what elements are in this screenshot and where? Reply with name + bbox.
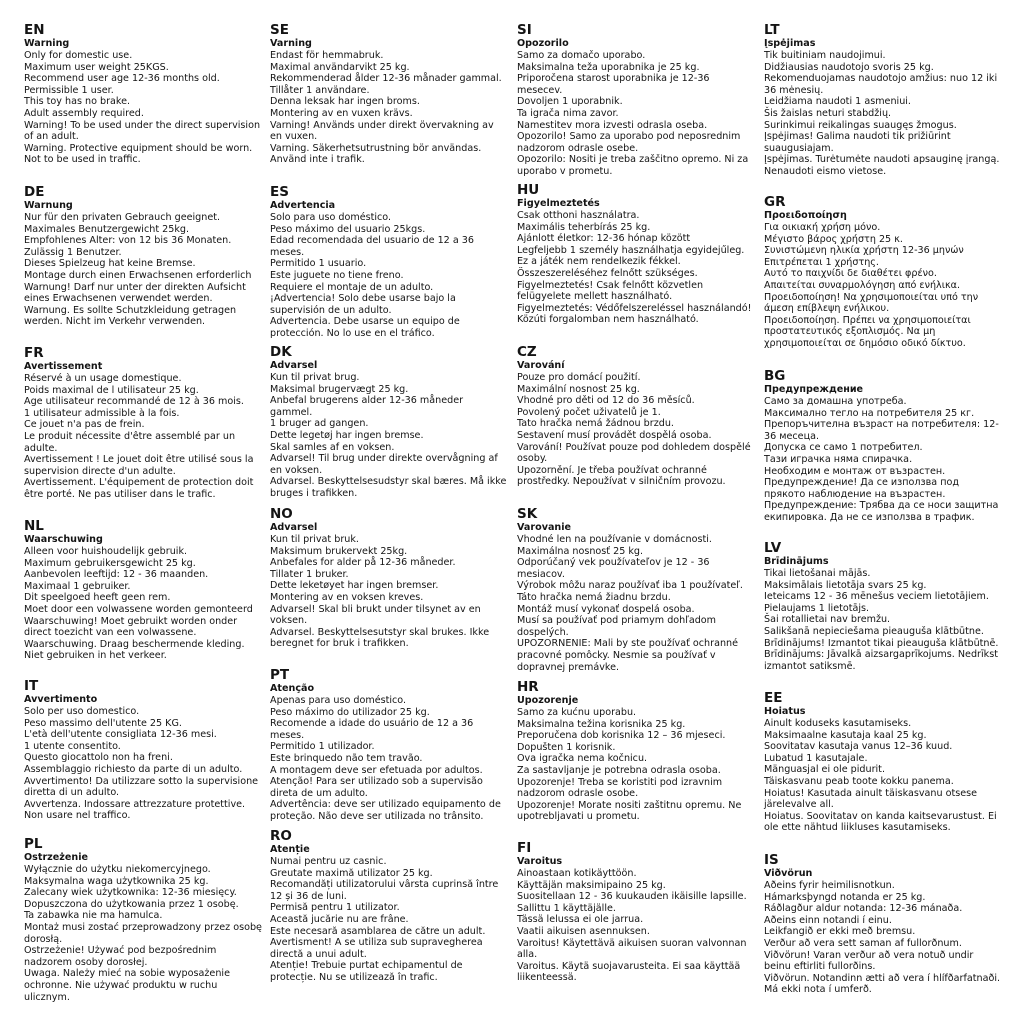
language-code: IT: [24, 678, 39, 694]
warning-line: Препоръчителна възраст на потребителя: 12-36 месеца.: [764, 419, 999, 442]
warning-line: Vhodné pro děti od 12 do 36 měsíců.: [517, 395, 695, 407]
warning-line: Musí sa používať pod priamym dohľadom dospelých.: [517, 615, 717, 638]
warning-title: Varování: [517, 360, 565, 371]
warning-line: Empfohlenes Alter: von 12 bis 36 Monaten.: [24, 235, 232, 247]
warning-line: Le produit nécessite d'être assemblé par un adulte.: [24, 430, 236, 454]
warning-line: Maximum user weight 25KGS.: [24, 61, 169, 73]
warning-block-it: [24, 679, 262, 822]
warning-line: Anbefales for alder på 12-36 måneder.: [270, 557, 456, 569]
warning-line: Hámarksþyngd notanda er 25 kg.: [764, 891, 926, 903]
warning-block-pl: [24, 837, 262, 1003]
warning-title: Brīdinājums: [764, 556, 829, 567]
warning-line: Advertência: deve ser utilizado equipamento de proteção. Não deve ser utilizada no trânsito.: [270, 799, 501, 822]
warning-line: Įspėjimas. Turėtumėte naudoti apsauginę įrangą. Nenaudoti eismo vietose.: [764, 154, 1000, 177]
warning-line: Waarschuwing! Moet gebruikt worden onder direct toezicht van een volwassene.: [24, 615, 238, 639]
warning-title: Advarsel: [270, 522, 318, 533]
warning-line: Ta zabawka nie ma hamulca.: [24, 910, 163, 922]
language-code: LV: [764, 540, 782, 556]
warning-line: Suositellaan 12 - 36 kuukauden ikäisille lapsille.: [517, 891, 747, 903]
warning-line: Συνιστώμενη ηλικία χρήστη 12-36 μηνών: [764, 245, 964, 257]
warning-line: Waarschuwing. Draag beschermende kleding. Niet gebruiken in het verkeer.: [24, 638, 245, 662]
warning-line: Ainoastaan kotikäyttöön.: [517, 868, 637, 879]
language-code: HU: [517, 182, 540, 198]
warning-line: Warnung. Es sollte Schutzkleidung getragen werden. Nicht im Verkehr verwenden.: [24, 304, 237, 328]
warning-line: This toy has no brake.: [24, 96, 131, 108]
warning-line: Greutate maximă utilizator 25 kg.: [270, 867, 433, 879]
warning-line: Upozornění. Je třeba používat ochranné prostředky. Nepoužívat v silničním provozu.: [517, 464, 726, 488]
warning-line: Didžiausias naudotojo svoris 25 kg.: [764, 61, 934, 73]
warning-line: Atenție! Trebuie purtat echipamentul de protecție. Nu se utilizează în trafic.: [270, 960, 463, 983]
warning-title: Ostrzeżenie: [24, 852, 88, 863]
warning-block-se: [270, 23, 508, 166]
warning-line: Μέγιστο βάρος χρήστη 25 κ.: [764, 233, 903, 245]
warning-line: Permisă pentru 1 utilizator.: [270, 902, 400, 914]
warning-line: Legfeljebb 1 személy használhatja egyidejűleg.: [517, 244, 745, 256]
warning-title: Įspėjimas: [764, 38, 816, 49]
warning-line: Maximales Benutzergewicht 25kg.: [24, 223, 190, 235]
warning-line: Peso máximo del usuario 25kgs.: [270, 223, 426, 235]
warning-line: Aðeins fyrir heimilisnotkun.: [764, 880, 895, 891]
language-code: NL: [24, 518, 44, 534]
warning-block-si: [517, 23, 755, 178]
warning-line: Maximálna nosnosť 25 kg.: [517, 545, 644, 557]
warning-block-lt: [764, 23, 1002, 178]
language-code: EN: [24, 22, 45, 38]
warning-line: Lubatud 1 kasutajale.: [764, 752, 868, 764]
warning-line: Această jucărie nu are frâne.: [270, 913, 409, 925]
warning-line: Šai rotallietai nav bremžu.: [764, 614, 891, 626]
warning-line: Viðvörun! Varan verður að vera notuð undir beinu eftirliti fullorðins.: [764, 949, 974, 973]
language-code: DK: [270, 344, 292, 360]
warning-line: Maksimalna teža uporabnika je 25 kg.: [517, 61, 700, 73]
warning-line: Surinkimui reikalingas suaugęs žmogus.: [764, 119, 957, 131]
warning-line: Montaż musi zostać przeprowadzony przez osobę dorosłą.: [24, 921, 262, 945]
warning-line: Varoitus! Käytettävä aikuisen suoran valvonnan alla.: [517, 937, 747, 961]
warning-title: Atenție: [270, 844, 310, 855]
warning-line: Dovoljen 1 uporabnik.: [517, 96, 623, 108]
warning-line: Csak otthoni használatra.: [517, 210, 640, 221]
warning-line: Предупреждение! Да се използва под прякото наблюдение на възрастен.: [764, 477, 959, 500]
warning-line: L'età dell'utente consigliata 12-36 mesi.: [24, 729, 217, 741]
warning-title: Warnung: [24, 200, 73, 211]
warning-line: UPOZORNENIE: Mali by ste používať ochranné pracovné pomôcky. Nesmie sa používať v dopravnej premávke.: [517, 638, 739, 673]
warning-line: ¡Advertencia! Solo debe usarse bajo la supervisión de un adulto.: [270, 293, 456, 316]
warning-block-en: [24, 23, 262, 166]
warning-line: Advarsel! Skal bli brukt under tilsynet av en voksen.: [270, 603, 481, 627]
warning-line: Ieteicams 12 - 36 mēnešus veciem lietotājiem.: [764, 591, 989, 603]
warning-title: Waarschuwing: [24, 534, 103, 545]
warning-line: Este juguete no tiene freno.: [270, 269, 404, 281]
warning-line: Använd inte i trafik.: [270, 154, 365, 166]
warning-line: Salikšanā nepieciešama pieauguša klātbūtne.: [764, 625, 984, 637]
warning-line: Maksimal brugervægt 25 kg.: [270, 383, 409, 395]
warning-line: Maksymalna waga użytkownika 25 kg.: [24, 875, 209, 887]
warning-line: Uwaga. Należy mieć na sobie wyposażenie ochronne. Nie używać produktu w ruchu ulicznym.: [24, 968, 230, 1003]
warning-line: 1 bruger ad gangen.: [270, 418, 369, 430]
warning-line: Ainult koduseks kasutamiseks.: [764, 718, 912, 729]
warning-title: Warning: [24, 38, 70, 49]
warning-line: Pouze pro domácí použití.: [517, 372, 641, 383]
warning-line: Maksimum brukervekt 25kg.: [270, 545, 408, 557]
warning-line: Ostrzeżenie! Używać pod bezpośrednim nadzorem osoby dorosłej.: [24, 945, 217, 968]
warning-line: Permitido 1 utilizador.: [270, 741, 375, 753]
warning-line: Rekommenderad ålder 12-36 månader gammal.: [270, 73, 502, 85]
warning-title: Advertencia: [270, 200, 336, 211]
language-code: FR: [24, 345, 44, 361]
warning-line: Endast för hemmabruk.: [270, 50, 384, 61]
warning-line: Rekomenduojamas naudotojo amžius: nuo 12 iki 36 mėnesių.: [764, 73, 998, 96]
warning-line: Solo per uso domestico.: [24, 706, 140, 717]
warning-title: Atenção: [270, 683, 315, 694]
warning-line: Apenas para uso doméstico.: [270, 695, 407, 706]
language-code: SK: [517, 506, 538, 522]
warning-line: Montering av en vuxen krävs.: [270, 107, 413, 119]
warning-line: Advarsel. Beskyttelsesutstyr skal brukes. Ikke beregnet for bruk i trafikken.: [270, 626, 490, 650]
warning-line: Aanbevolen leeftijd: 12 - 36 maanden.: [24, 569, 209, 581]
warning-line: Recommend user age 12-36 months old.: [24, 73, 220, 85]
warning-line: Questo giocattolo non ha freni.: [24, 752, 173, 764]
warning-line: Предупреждение: Трябва да се носи защитна екипировка. Да не се използва в трафик.: [764, 500, 999, 523]
warning-line: Ta igrača nima zavor.: [517, 107, 619, 119]
warning-title: Opozorilo: [517, 38, 569, 49]
warning-line: Poids maximal de l utilisateur 25 kg.: [24, 384, 199, 396]
warning-line: Για οικιακή χρήση μόνο.: [764, 222, 881, 233]
warning-line: Permitido 1 usuario.: [270, 258, 367, 270]
warning-line: Not to be used in traffic.: [24, 154, 141, 166]
warning-line: Tikai lietošanai mājās.: [764, 568, 871, 579]
warning-line: Ráðlagður aldur notanda: 12-36 mánaða.: [764, 903, 963, 915]
warning-line: Mänguasjal ei ole pidurit.: [764, 764, 885, 776]
warning-line: Priporočena starost uporabnika je 12-36 mesecev.: [517, 73, 710, 96]
language-code: PT: [270, 667, 290, 683]
warning-line: Povolený počet uživatelů je 1.: [517, 406, 661, 418]
language-code: GR: [764, 194, 786, 210]
warning-line: Brīdinājums! Izmantot tikai pieauguša klātbūtnē.: [764, 637, 999, 649]
warning-line: Avertisment! A se utiliza sub supravegherea directă a unui adult.: [270, 937, 483, 960]
warning-line: 1 utente consentito.: [24, 740, 121, 752]
warning-title: Avertissement: [24, 361, 103, 372]
warning-line: A montagem deve ser efetuada por adultos.: [270, 764, 483, 776]
warning-line: Tato hračka nemá žádnou brzdu.: [517, 418, 674, 430]
warning-title: Varoitus: [517, 856, 563, 867]
language-code: ES: [270, 184, 289, 200]
warning-line: Skal samles af en voksen.: [270, 441, 395, 453]
warning-line: Táto hračka nemá žiadnu brzdu.: [517, 591, 671, 603]
warning-line: Preporučena dob korisnika 12 – 36 mjeseci.: [517, 730, 726, 742]
warning-line: Αυτό το παιχνίδι δε διαθέτει φρένο.: [764, 268, 937, 280]
language-code: NO: [270, 506, 293, 522]
warning-line: Допуска се само 1 потребител.: [764, 442, 923, 454]
warning-block-gr: [764, 195, 1002, 350]
warning-line: Tik buitiniam naudojimui.: [764, 50, 886, 61]
warning-line: Montage durch einen Erwachsenen erforderlich: [24, 269, 252, 281]
warning-title: Advarsel: [270, 360, 318, 371]
warning-line: Vaatii aikuisen asennuksen.: [517, 925, 650, 937]
warning-title: Upozorenje: [517, 695, 579, 706]
warning-line: Επιτρέπεται 1 χρήστης.: [764, 256, 879, 268]
warning-line: Verður að vera sett saman af fullorðnum.: [764, 937, 962, 949]
warning-line: Hoiatus. Soovitatav on kanda kaitsevarustust. Ei ole ette nähtud liikluses kasutamiseks.: [764, 810, 997, 834]
warning-line: Advarsel. Beskyttelsesudstyr skal bæres. Må ikke bruges i trafikken.: [270, 476, 507, 499]
warning-line: Non usare nel traffico.: [24, 810, 131, 822]
warning-line: Upozorenje! Treba se koristiti pod izravnim nadzorom odrasle osobe.: [517, 776, 723, 800]
warning-line: Brīdinājums: Jāvalkā aizsargaprīkojums. Nedrīkst izmantot satiksmē.: [764, 649, 998, 672]
warning-title: Προειδοποίηση: [764, 210, 847, 221]
warning-block-is: [764, 853, 1002, 996]
warning-line: Avertissement ! Le jouet doit être utilisé sous la supervision directe d'un adulte.: [24, 454, 254, 477]
warning-line: Необходим е монтаж от възрастен.: [764, 465, 946, 477]
warning-line: Kun til privat brug.: [270, 372, 360, 383]
warning-line: Sestavení musí provádět dospělá osoba.: [517, 429, 712, 441]
warning-line: Opozorilo! Samo za uporabo pod neposrednim nadzorom odrasle osebe.: [517, 131, 741, 154]
warning-line: Figyelmeztetés! Csak felnőtt közvetlen felügyelete mellett használható.: [517, 279, 704, 303]
warning-line: Maximální nosnost 25 kg.: [517, 383, 640, 395]
warning-title: Hoiatus: [764, 706, 806, 717]
warning-line: Zulässig 1 Benutzer.: [24, 246, 122, 258]
warning-line: Age utilisateur recommandé de 12 à 36 mois.: [24, 396, 244, 408]
language-code: FI: [517, 840, 532, 856]
language-code: PL: [24, 836, 43, 852]
warning-line: Hoiatus! Kasutada ainult täiskasvanu otsese järelevalve all.: [764, 787, 978, 811]
warning-line: Za sastavljanje je potrebna odrasla osoba.: [517, 764, 721, 776]
warning-line: Vhodné len na používanie v domácnosti.: [517, 534, 712, 545]
warning-title: Varovanie: [517, 522, 572, 533]
warning-line: Varoitus. Käytä suojavarusteita. Ei saa käyttää liikenteessä.: [517, 960, 741, 984]
warning-line: Viðvörun. Notandinn ætti að vera í hlífðarfatnaði.: [764, 972, 1001, 984]
language-code: RO: [270, 828, 292, 844]
warning-line: Upozorenje! Morate nositi zaštitnu opremu. Ne upotrebljavati u prometu.: [517, 799, 742, 823]
warning-block-no: [270, 507, 508, 650]
warning-line: Solo para uso doméstico.: [270, 212, 392, 223]
warning-line: Odporúčaný vek používateľov je 12 - 36 mesiacov.: [517, 557, 710, 580]
warning-line: Dopušten 1 korisnik.: [517, 741, 616, 753]
warning-line: Dette leketøyet har ingen bremser.: [270, 580, 439, 592]
warning-line: Peso massimo dell'utente 25 KG.: [24, 717, 182, 729]
warning-line: Moet door een volwassene worden gemonteerd: [24, 603, 253, 615]
warning-line: Sallittu 1 käyttäjälle.: [517, 902, 616, 914]
warning-line: Figyelmeztetés: Védőfelszereléssel használandó! Közúti forgalomban nem használható.: [517, 302, 752, 326]
warning-line: Maximaal 1 gebruiker.: [24, 580, 131, 592]
warning-line: Avvertimento! Da utilizzare sotto la supervisione diretta di un adulto.: [24, 775, 259, 799]
warning-line: Ajánlott életkor: 12-36 hónap között: [517, 233, 691, 245]
language-code: SI: [517, 22, 532, 38]
warning-line: Este brinquedo não tem travão.: [270, 752, 423, 764]
warning-block-hr: [517, 680, 755, 823]
warning-block-ee: [764, 691, 1002, 834]
warning-line: Advertencia. Debe usarse un equipo de protección. No lo use en el tráfico.: [270, 316, 460, 339]
warning-line: Namestitev mora izvesti odrasla oseba.: [517, 119, 708, 131]
warning-line: Aðeins einn notandi í einu.: [764, 914, 892, 926]
warning-line: Requiere el montaje de un adulto.: [270, 281, 434, 293]
warning-block-nl: [24, 519, 262, 662]
warning-block-cz: [517, 345, 755, 488]
warning-line: Tässä lelussa ei ole jarrua.: [517, 914, 644, 926]
warning-title: Varning: [270, 38, 312, 49]
language-code: DE: [24, 184, 45, 200]
warning-line: Avertissement. L'équipement de protection doit être porté. Ne pas utiliser dans le trafic.: [24, 477, 254, 500]
warning-line: Este necesară asamblarea de către un adult.: [270, 925, 486, 937]
warning-line: Käyttäjän maksimipaino 25 kg.: [517, 879, 666, 891]
warning-line: Maksimālais lietotāja svars 25 kg.: [764, 579, 927, 591]
warning-block-fr: [24, 346, 262, 501]
language-code: LT: [764, 22, 780, 38]
warning-line: Ce jouet n'a pas de frein.: [24, 419, 145, 431]
warning-line: Maksimalna težina korisnika 25 kg.: [517, 718, 686, 730]
warning-line: Warnung! Darf nur unter der direkten Aufsicht eines Erwachsenen verwendet werden.: [24, 281, 246, 305]
warning-line: Само за домашна употреба.: [764, 396, 907, 407]
warning-line: Denna leksak har ingen broms.: [270, 96, 420, 108]
warning-line: Максимално тегло на потребителя 25 кг.: [764, 407, 975, 419]
warning-line: Ez a játék nem rendelkezik fékkel.: [517, 256, 681, 268]
language-code: HR: [517, 679, 539, 695]
warning-line: Προειδοποίηση. Πρέπει να χρησιμοποιείται προστατευτικός εξοπλισμός. Να μη χρησιμοποιείται σε δημόσιο οδικό δίκτυο.: [764, 314, 971, 349]
warning-line: Wyłącznie do użytku niekomercyjnego.: [24, 864, 211, 875]
warning-line: Kun til privat bruk.: [270, 534, 359, 545]
warning-line: Recomende a idade do usuário de 12 a 36 meses.: [270, 718, 474, 741]
warning-block-lv: [764, 541, 1002, 672]
warning-line: Samo za domačo uporabo.: [517, 50, 646, 61]
warning-line: Pielaujams 1 lietotājs.: [764, 602, 870, 614]
warning-line: Dopuszczona do użytkowania przez 1 osobę.: [24, 898, 239, 910]
warning-line: Тази играчка няма спирачка.: [764, 453, 913, 465]
warning-line: Permissible 1 user.: [24, 84, 114, 96]
warning-line: Atenção! Para ser utilizado sob a supervisão direta de um adulto.: [270, 776, 483, 799]
warning-line: Peso máximo do utilizador 25 kg.: [270, 706, 430, 718]
warning-block-sk: [517, 507, 755, 673]
warning-line: Only for domestic use.: [24, 50, 133, 61]
warning-line: Dette legetøj har ingen bremse.: [270, 429, 424, 441]
warning-line: Montering av en voksen kreves.: [270, 591, 424, 603]
warning-line: Maximum gebruikersgewicht 25 kg.: [24, 557, 196, 569]
warning-line: Προειδοποίηση! Να χρησιμοποιείται υπό την άμεση επίβλεψη ενήλικου.: [764, 291, 979, 315]
warning-line: Adult assembly required.: [24, 107, 144, 119]
warning-block-fi: [517, 841, 755, 984]
warning-line: Avvertenza. Indossare attrezzature protettive.: [24, 798, 246, 810]
warning-line: Maximális teherbírás 25 kg.: [517, 221, 651, 233]
warning-line: Warning. Protective equipment should be worn.: [24, 142, 253, 154]
warning-line: Warning! To be used under the direct supervision of an adult.: [24, 119, 261, 143]
warning-line: Tillåter 1 användare.: [270, 84, 370, 96]
warning-line: Tillater 1 bruker.: [270, 568, 349, 580]
warning-line: Dit speelgoed heeft geen rem.: [24, 592, 171, 604]
warning-line: Ova igračka nema kočnicu.: [517, 753, 648, 765]
warning-line: Výrobok môžu naraz používať iba 1 používateľ.: [517, 580, 743, 592]
warning-block-pt: [270, 668, 508, 823]
warning-line: Numai pentru uz casnic.: [270, 856, 387, 867]
language-code: BG: [764, 368, 786, 384]
warning-line: Má ekki nota í umferð.: [764, 984, 872, 996]
language-code: IS: [764, 852, 779, 868]
warning-title: Figyelmeztetés: [517, 198, 600, 209]
warning-line: Täiskasvanu peab toote kokku panema.: [764, 775, 954, 787]
language-code: CZ: [517, 344, 537, 360]
warning-line: Įspėjimas! Galima naudoti tik prižiūrint suaugusiajam.: [764, 131, 951, 154]
warning-line: Šis žaislas neturi stabdžių.: [764, 107, 892, 119]
warning-line: Leikfangið er ekki með bremsu.: [764, 926, 916, 938]
warning-line: Leidžiama naudoti 1 asmeniui.: [764, 96, 911, 108]
warning-block-de: [24, 185, 262, 328]
warning-line: Montáž musí vykonať dospelá osoba.: [517, 603, 695, 615]
warning-line: Opozorilo: Nositi je treba zaščitno opremo. Ni za uporabo v prometu.: [517, 154, 749, 177]
warning-title: Предупреждение: [764, 384, 864, 395]
warning-line: Nur für den privaten Gebrauch geeignet.: [24, 212, 221, 223]
warning-block-ro: [270, 829, 508, 984]
warning-line: Alleen voor huishoudelijk gebruik.: [24, 546, 188, 557]
warning-line: Varning! Används under direkt övervakning av en vuxen.: [270, 119, 494, 143]
warning-line: Soovitatav kasutaja vanus 12–36 kuud.: [764, 741, 953, 753]
warning-block-dk: [270, 345, 508, 500]
language-code: SE: [270, 22, 289, 38]
warning-line: Edad recomendada del usuario de 12 a 36 meses.: [270, 235, 474, 258]
warning-block-hu: [517, 183, 755, 326]
warning-block-bg: [764, 369, 1002, 524]
warning-line: Απαιτείται συναρμολόγηση από ενήλικα.: [764, 279, 961, 291]
warning-line: Maximal användarvikt 25 kg.: [270, 61, 410, 73]
warning-line: 1 utilisateur admissible à la fois.: [24, 407, 180, 419]
warning-line: Összeszereléséhez felnőtt szükséges.: [517, 267, 698, 279]
warning-line: Samo za kućnu uporabu.: [517, 707, 637, 718]
warning-block-es: [270, 185, 508, 340]
warning-line: Assemblaggio richiesto da parte di un adulto.: [24, 763, 243, 775]
warning-line: Maksimaalne kasutaja kaal 25 kg.: [764, 729, 927, 741]
warning-line: Réservé à un usage domestique.: [24, 373, 182, 384]
warning-title: Viðvörun: [764, 868, 813, 879]
warning-line: Dieses Spielzeug hat keine Bremse.: [24, 258, 196, 270]
warning-line: Varning. Säkerhetsutrustning bör användas.: [270, 142, 482, 154]
warning-line: Recomandăți utilizatorului vârsta cuprinsă între 12 și 36 de luni.: [270, 879, 499, 902]
warning-line: Anbefal brugerens alder 12-36 måneder gammel.: [270, 395, 464, 418]
warning-line: Advarsel! Til brug under direkte overvågning af en voksen.: [270, 453, 498, 476]
warning-title: Avvertimento: [24, 694, 98, 705]
warning-line: Varování! Používat pouze pod dohledem dospělé osoby.: [517, 441, 751, 465]
warning-line: Zalecany wiek użytkownika: 12-36 miesięcy.: [24, 887, 237, 899]
language-code: EE: [764, 690, 783, 706]
